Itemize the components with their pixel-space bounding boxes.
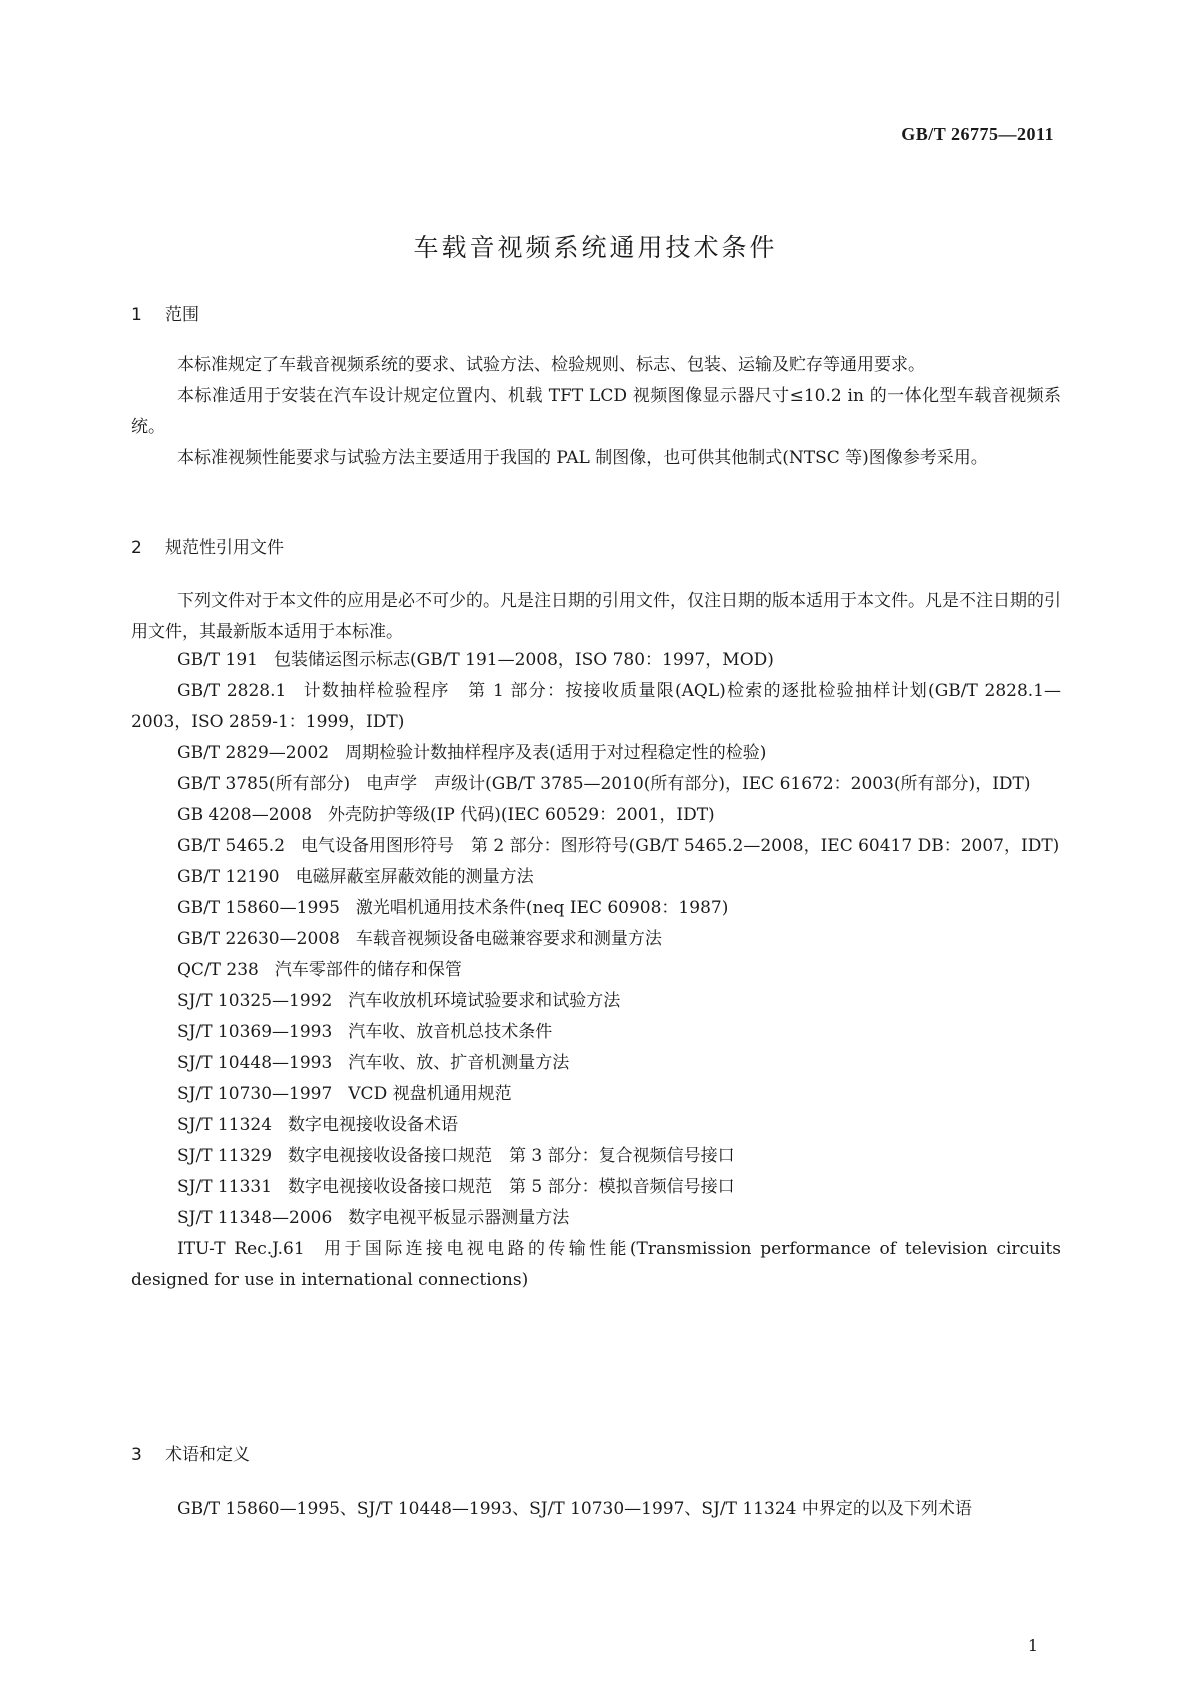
reference-title: 汽车零部件的储存和保管 <box>274 960 462 980</box>
reference-title: 外壳防护等级(IP 代码)(IEC 60529：2001，IDT) <box>328 805 715 825</box>
reference-code: SJ/T 11329 <box>177 1146 273 1166</box>
reference-item <box>131 1203 1061 1234</box>
reference-item <box>131 1110 1061 1141</box>
reference-code: ITU-T Rec.J.61 <box>177 1239 305 1259</box>
reference-title: 计数抽样检验程序 第 1 部分：按接收质量限(AQL)检索的逐批检验抽样计划(GB/T 2828.1—2003，ISO 2859-1：1999，IDT) <box>131 681 1061 732</box>
reference-code: SJ/T 10325—1992 <box>177 991 333 1011</box>
section-3-intro: GB/T 15860—1995、SJ/T 10448—1993、SJ/T 10730—1997、SJ/T 11324 中界定的以及下列术语 <box>177 1499 972 1519</box>
reference-title: 车载音视频设备电磁兼容要求和测量方法 <box>355 929 662 949</box>
section-1-number: 1 <box>131 305 142 325</box>
reference-item <box>131 831 1061 862</box>
reference-title: 激光唱机通用技术条件(neq IEC 60908：1987) <box>355 898 729 918</box>
reference-code: GB/T 2828.1 <box>177 681 287 701</box>
reference-code: GB/T 3785(所有部分) <box>177 774 351 794</box>
reference-item <box>131 645 1061 676</box>
reference-title: 汽车收、放、扩音机测量方法 <box>348 1053 570 1073</box>
reference-code: QC/T 238 <box>177 960 259 980</box>
section-2-intro: 下列文件对于本文件的应用是必不可少的。凡是注日期的引用文件，仅注日期的版本适用于本文件。凡是不注日期的引用文件，其最新版本适用于本标准。 <box>131 591 1061 642</box>
section-3-heading <box>131 1440 250 1465</box>
reference-item <box>131 986 1061 1017</box>
reference-code: SJ/T 11324 <box>177 1115 273 1135</box>
reference-item <box>131 738 1061 769</box>
reference-title: 周期检验计数抽样程序及表(适用于对过程稳定性的检验) <box>345 743 767 763</box>
reference-code: GB/T 2829—2002 <box>177 743 330 763</box>
reference-title: 数字电视平板显示器测量方法 <box>348 1208 570 1228</box>
reference-code: GB/T 191 <box>177 650 258 670</box>
reference-code: SJ/T 10369—1993 <box>177 1022 333 1042</box>
reference-list <box>131 645 1061 1296</box>
standard-number: GB/T 26775—2011 <box>901 124 1054 144</box>
reference-title: 汽车收、放音机总技术条件 <box>348 1022 553 1042</box>
section-2-number: 2 <box>131 538 142 558</box>
reference-title: 电气设备用图形符号 第 2 部分：图形符号(GB/T 5465.2—2008，IEC 60417 DB：2007，IDT) <box>301 836 1060 856</box>
section-3-number: 3 <box>131 1445 142 1465</box>
section-1-paragraph: 本标准适用于安装在汽车设计规定位置内、机载 TFT LCD 视频图像显示器尺寸≤10.2 in 的一体化型车载音视频系统。 <box>131 386 1061 437</box>
reference-code: SJ/T 11348—2006 <box>177 1208 333 1228</box>
reference-item <box>131 769 1061 800</box>
document-title: 车载音视频系统通用技术条件 <box>413 233 778 262</box>
reference-title: 用于国际连接电视电路的传输性能(Transmission performance of television circuits designed for use in international connections) <box>131 1239 1061 1290</box>
section-3-title: 术语和定义 <box>165 1445 250 1465</box>
reference-code: GB/T 22630—2008 <box>177 929 340 949</box>
reference-item <box>131 1048 1061 1079</box>
section-1-paragraph: 本标准视频性能要求与试验方法主要适用于我国的 PAL 制图像，也可供其他制式(NTSC 等)图像参考采用。 <box>177 448 988 468</box>
reference-item <box>131 676 1061 738</box>
section-2-title: 规范性引用文件 <box>165 538 284 558</box>
reference-item <box>131 1234 1061 1296</box>
reference-item <box>131 893 1061 924</box>
reference-title: 数字电视接收设备术语 <box>288 1115 459 1135</box>
reference-code: GB/T 5465.2 <box>177 836 286 856</box>
section-1-title: 范围 <box>165 305 199 325</box>
reference-code: SJ/T 10448—1993 <box>177 1053 333 1073</box>
reference-title: 数字电视接收设备接口规范 第 5 部分：模拟音频信号接口 <box>288 1177 735 1197</box>
reference-title: 数字电视接收设备接口规范 第 3 部分：复合视频信号接口 <box>288 1146 735 1166</box>
reference-code: SJ/T 10730—1997 <box>177 1084 333 1104</box>
page-number: 1 <box>1027 1636 1038 1655</box>
reference-title: 汽车收放机环境试验要求和试验方法 <box>348 991 621 1011</box>
reference-item <box>131 1172 1061 1203</box>
section-1-heading <box>131 300 199 325</box>
reference-title: 电声学 声级计(GB/T 3785—2010(所有部分)，IEC 61672：2003(所有部分)，IDT) <box>366 774 1031 794</box>
reference-item <box>131 1141 1061 1172</box>
reference-item <box>131 1017 1061 1048</box>
reference-item <box>131 955 1061 986</box>
reference-code: GB/T 12190 <box>177 867 280 887</box>
section-1-paragraph: 本标准规定了车载音视频系统的要求、试验方法、检验规则、标志、包装、运输及贮存等通用要求。 <box>177 355 925 375</box>
reference-title: 电磁屏蔽室屏蔽效能的测量方法 <box>295 867 534 887</box>
reference-code: GB 4208—2008 <box>177 805 313 825</box>
section-2-heading <box>131 533 284 558</box>
reference-item <box>131 924 1061 955</box>
reference-code: GB/T 15860—1995 <box>177 898 340 918</box>
reference-title: VCD 视盘机通用规范 <box>348 1084 512 1104</box>
reference-title: 包装储运图示标志(GB/T 191—2008，ISO 780：1997，MOD) <box>274 650 774 670</box>
reference-item <box>131 862 1061 893</box>
reference-item <box>131 800 1061 831</box>
reference-item <box>131 1079 1061 1110</box>
reference-code: SJ/T 11331 <box>177 1177 273 1197</box>
